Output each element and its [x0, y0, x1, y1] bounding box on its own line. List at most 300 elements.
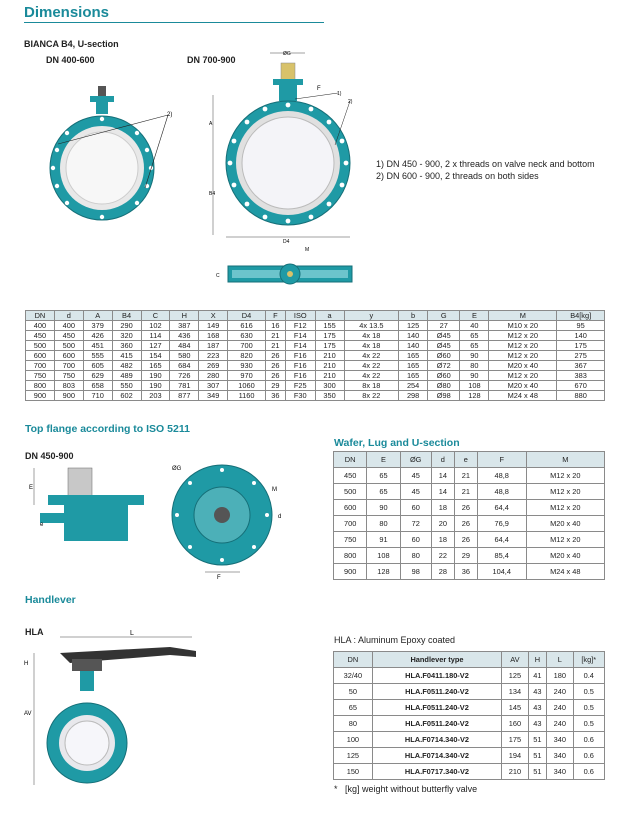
- column-header: B4[kg]: [557, 311, 605, 321]
- table-cell: 100: [334, 732, 373, 748]
- table-cell: 726: [170, 371, 199, 381]
- column-header: B4: [112, 311, 141, 321]
- svg-text:F: F: [317, 86, 321, 92]
- table-cell: 300: [315, 381, 344, 391]
- table-cell: 400: [54, 321, 83, 331]
- table-cell: 280: [199, 371, 228, 381]
- table-cell: 383: [557, 371, 605, 381]
- table-cell: 203: [141, 391, 170, 401]
- table-cell: F16: [285, 361, 315, 371]
- column-header: X: [199, 311, 228, 321]
- svg-text:M: M: [305, 247, 310, 253]
- flange-side-drawing: [28, 463, 148, 548]
- table-cell: F16: [285, 351, 315, 361]
- table-cell: 4x 22: [344, 351, 399, 361]
- table-cell: 290: [112, 321, 141, 331]
- table-cell: 125: [502, 668, 529, 684]
- footnote-text: [kg] weight without butterfly valve: [345, 784, 478, 794]
- column-header: ISO: [285, 311, 315, 321]
- table-row: [334, 564, 605, 580]
- table-cell: 180: [547, 668, 574, 684]
- table-cell: HLA.F0714.340-V2: [372, 732, 501, 748]
- table-cell: 194: [502, 748, 529, 764]
- table-cell: 0.6: [573, 732, 604, 748]
- table-cell: Ø80: [428, 381, 460, 391]
- note-1: 1) DN 450 - 900, 2 x threads on valve neck and bottom: [376, 159, 595, 169]
- valve-drawing-400-600: [40, 80, 180, 230]
- table-cell: 90: [367, 500, 400, 516]
- table-cell: 190: [141, 381, 170, 391]
- table-cell: 175: [315, 331, 344, 341]
- table-cell: 14: [431, 484, 454, 500]
- table-cell: 149: [199, 321, 228, 331]
- table-cell: Ø60: [428, 371, 460, 381]
- table-cell: 140: [399, 331, 428, 341]
- table-cell: 658: [83, 381, 112, 391]
- table-cell: 436: [170, 331, 199, 341]
- table-cell: 190: [141, 371, 170, 381]
- table-cell: 175: [502, 732, 529, 748]
- table-cell: 500: [334, 484, 367, 500]
- table-cell: 451: [83, 341, 112, 351]
- table-cell: F25: [285, 381, 315, 391]
- table-cell: 820: [228, 351, 266, 361]
- table-cell: 340: [547, 764, 574, 780]
- table-cell: 51: [528, 764, 546, 780]
- flange-range-label: DN 450-900: [25, 451, 74, 461]
- table-cell: 367: [557, 361, 605, 371]
- table-cell: 275: [557, 351, 605, 361]
- table-header-row: [334, 652, 605, 668]
- table-cell: 90: [460, 351, 489, 361]
- table-cell: 27: [428, 321, 460, 331]
- table-row: [334, 500, 605, 516]
- table-cell: 91: [367, 532, 400, 548]
- table-cell: 140: [399, 341, 428, 351]
- footnote-mark: *: [334, 784, 338, 794]
- table-cell: 64,4: [477, 500, 526, 516]
- column-header: M: [526, 452, 604, 468]
- column-header: L: [547, 652, 574, 668]
- table-cell: M12 x 20: [526, 484, 604, 500]
- table-cell: M20 x 40: [489, 361, 557, 371]
- table-cell: 165: [399, 351, 428, 361]
- svg-text:E: E: [29, 485, 34, 491]
- table-cell: 48,8: [477, 484, 526, 500]
- table-cell: 0.6: [573, 764, 604, 780]
- table-cell: 50: [334, 684, 373, 700]
- table-row: [334, 668, 605, 684]
- table-cell: 80: [400, 548, 431, 564]
- table-cell: 18: [431, 500, 454, 516]
- page-title: Dimensions: [24, 4, 110, 21]
- table-cell: 45: [400, 468, 431, 484]
- handlever-drawing: [20, 625, 210, 800]
- table-cell: Ø45: [428, 331, 460, 341]
- table-cell: M12 x 20: [489, 351, 557, 361]
- table-cell: 175: [315, 341, 344, 351]
- table-row: [334, 700, 605, 716]
- table-cell: 168: [199, 331, 228, 341]
- table-cell: 684: [170, 361, 199, 371]
- table-cell: 165: [141, 361, 170, 371]
- table-cell: 127: [141, 341, 170, 351]
- table-cell: 629: [83, 371, 112, 381]
- table-cell: HLA.F0511.240-V2: [372, 700, 501, 716]
- valve-drawing-700-900: [195, 45, 370, 245]
- table-cell: 80: [460, 361, 489, 371]
- table-cell: 108: [367, 548, 400, 564]
- table-cell: 21: [265, 331, 285, 341]
- table-header-row: [26, 311, 605, 321]
- table-cell: 76,9: [477, 516, 526, 532]
- range-label-a: DN 400-600: [46, 55, 95, 65]
- table-cell: 114: [141, 331, 170, 341]
- table-cell: HLA.F0714.340-V2: [372, 748, 501, 764]
- table-cell: 900: [334, 564, 367, 580]
- table-cell: 750: [334, 532, 367, 548]
- table-cell: 415: [112, 351, 141, 361]
- table-cell: 800: [334, 548, 367, 564]
- table-cell: 26: [265, 361, 285, 371]
- table-cell: M24 x 48: [489, 391, 557, 401]
- column-header: A: [83, 311, 112, 321]
- table-cell: Ø45: [428, 341, 460, 351]
- product-name: BIANCA B4, U-section: [24, 39, 119, 49]
- table-cell: 350: [315, 391, 344, 401]
- svg-text:1): 1): [337, 91, 342, 97]
- table-cell: 803: [54, 381, 83, 391]
- table-cell: M12 x 20: [526, 468, 604, 484]
- table-cell: M20 x 40: [489, 381, 557, 391]
- table-cell: 605: [83, 361, 112, 371]
- table-cell: 482: [112, 361, 141, 371]
- table-cell: 600: [334, 500, 367, 516]
- table-cell: 187: [199, 341, 228, 351]
- table-row: [334, 764, 605, 780]
- column-header: H: [170, 311, 199, 321]
- svg-text:L: L: [130, 630, 134, 637]
- table-row: [26, 371, 605, 381]
- table-cell: 154: [141, 351, 170, 361]
- table-cell: 8x 18: [344, 381, 399, 391]
- svg-text:F: F: [217, 575, 221, 580]
- table-row: [26, 321, 605, 331]
- column-header: M: [489, 311, 557, 321]
- table-cell: 550: [112, 381, 141, 391]
- table-cell: 65: [367, 468, 400, 484]
- table-cell: 128: [367, 564, 400, 580]
- table-cell: 700: [54, 361, 83, 371]
- column-header: C: [141, 311, 170, 321]
- table-cell: 134: [502, 684, 529, 700]
- table-cell: 0.5: [573, 700, 604, 716]
- dimensions-table: [25, 310, 605, 401]
- table-cell: F14: [285, 341, 315, 351]
- table-cell: 90: [460, 371, 489, 381]
- table-cell: 630: [228, 331, 266, 341]
- table-cell: 43: [528, 700, 546, 716]
- table-cell: 21: [265, 341, 285, 351]
- table-cell: 781: [170, 381, 199, 391]
- table-cell: 307: [199, 381, 228, 391]
- table-row: [334, 468, 605, 484]
- table-cell: M24 x 48: [526, 564, 604, 580]
- table-cell: 930: [228, 361, 266, 371]
- table-row: [26, 361, 605, 371]
- table-cell: 360: [112, 341, 141, 351]
- table-row: [26, 351, 605, 361]
- table-cell: 145: [502, 700, 529, 716]
- table-cell: 0.5: [573, 684, 604, 700]
- svg-text:AV: AV: [24, 711, 32, 717]
- table-row: [334, 484, 605, 500]
- table-cell: 210: [315, 361, 344, 371]
- table-cell: 165: [399, 361, 428, 371]
- flange-top-drawing: [160, 460, 300, 580]
- callout-2-label: 2): [167, 112, 173, 118]
- table-cell: 700: [228, 341, 266, 351]
- table-cell: 340: [547, 732, 574, 748]
- table-cell: M12 x 20: [489, 371, 557, 381]
- table-cell: 600: [26, 351, 55, 361]
- table-cell: 26: [454, 532, 477, 548]
- column-header: D4: [228, 311, 266, 321]
- table-cell: M12 x 20: [489, 331, 557, 341]
- table-cell: 14: [431, 468, 454, 484]
- table-cell: 349: [199, 391, 228, 401]
- table-cell: 500: [26, 341, 55, 351]
- column-header: DN: [334, 652, 373, 668]
- table-cell: 600: [54, 351, 83, 361]
- table-cell: 877: [170, 391, 199, 401]
- table-cell: HLA.F0717.340-V2: [372, 764, 501, 780]
- table-cell: Ø72: [428, 361, 460, 371]
- table-cell: HLA.F0411.180-V2: [372, 668, 501, 684]
- table-cell: 379: [83, 321, 112, 331]
- table-cell: 20: [431, 516, 454, 532]
- column-header: F: [265, 311, 285, 321]
- table-cell: 223: [199, 351, 228, 361]
- table-cell: 210: [502, 764, 529, 780]
- table-header-row: [334, 452, 605, 468]
- table-cell: 32/40: [334, 668, 373, 684]
- table-cell: 26: [265, 371, 285, 381]
- table-cell: 970: [228, 371, 266, 381]
- column-header: b: [399, 311, 428, 321]
- table-cell: 80: [367, 516, 400, 532]
- column-header: ØG: [400, 452, 431, 468]
- table-cell: 450: [54, 331, 83, 341]
- svg-text:H: H: [24, 661, 29, 667]
- table-cell: 26: [454, 516, 477, 532]
- table-cell: 22: [431, 548, 454, 564]
- svg-text:e: e: [40, 522, 44, 528]
- table-cell: 0.6: [573, 748, 604, 764]
- table-cell: 80: [334, 716, 373, 732]
- table-cell: 750: [26, 371, 55, 381]
- table-cell: 16: [265, 321, 285, 331]
- table-cell: 85,4: [477, 548, 526, 564]
- note-2: 2) DN 600 - 900, 2 threads on both sides: [376, 171, 539, 181]
- column-header: [kg]*: [573, 652, 604, 668]
- table-cell: 125: [334, 748, 373, 764]
- table-cell: F30: [285, 391, 315, 401]
- table-cell: 21: [454, 484, 477, 500]
- table-cell: 8x 22: [344, 391, 399, 401]
- table-cell: 4x 22: [344, 371, 399, 381]
- wafer-table: [333, 451, 605, 580]
- table-cell: 489: [112, 371, 141, 381]
- hla-caption: HLA : Aluminum Epoxy coated: [334, 635, 456, 645]
- table-row: [26, 381, 605, 391]
- table-cell: 240: [547, 716, 574, 732]
- table-cell: 710: [83, 391, 112, 401]
- table-cell: 175: [557, 341, 605, 351]
- table-cell: 108: [460, 381, 489, 391]
- svg-text:M: M: [272, 487, 277, 493]
- table-cell: 95: [557, 321, 605, 331]
- table-cell: 43: [528, 716, 546, 732]
- table-cell: 102: [141, 321, 170, 331]
- table-cell: 28: [431, 564, 454, 580]
- top-flange-title: Top flange according to ISO 5211: [25, 423, 190, 435]
- table-cell: 450: [334, 468, 367, 484]
- title-rule: [24, 22, 324, 23]
- handlever-title: Handlever: [25, 594, 76, 606]
- table-cell: Ø98: [428, 391, 460, 401]
- column-header: E: [460, 311, 489, 321]
- table-cell: 36: [454, 564, 477, 580]
- table-cell: 125: [399, 321, 428, 331]
- wafer-title: Wafer, Lug and U-section: [334, 437, 460, 449]
- table-cell: 700: [26, 361, 55, 371]
- column-header: F: [477, 452, 526, 468]
- table-cell: 65: [460, 331, 489, 341]
- table-cell: 140: [557, 331, 605, 341]
- table-row: [334, 684, 605, 700]
- table-cell: 580: [170, 351, 199, 361]
- table-cell: M12 x 20: [526, 532, 604, 548]
- column-header: G: [428, 311, 460, 321]
- column-header: e: [454, 452, 477, 468]
- footnote: [334, 783, 477, 795]
- table-cell: 880: [557, 391, 605, 401]
- table-cell: 4x 22: [344, 361, 399, 371]
- table-cell: 1160: [228, 391, 266, 401]
- table-cell: 51: [528, 748, 546, 764]
- table-cell: 500: [54, 341, 83, 351]
- range-label-b: DN 700-900: [187, 55, 236, 65]
- svg-text:d: d: [278, 514, 282, 520]
- column-header: AV: [502, 652, 529, 668]
- hla-label: HLA: [25, 627, 44, 637]
- column-header: a: [315, 311, 344, 321]
- svg-text:C: C: [216, 273, 220, 279]
- table-cell: 128: [460, 391, 489, 401]
- column-header: Handlever type: [372, 652, 501, 668]
- table-cell: 269: [199, 361, 228, 371]
- table-cell: 43: [528, 684, 546, 700]
- table-row: [334, 748, 605, 764]
- table-cell: 602: [112, 391, 141, 401]
- table-cell: 51: [528, 732, 546, 748]
- table-cell: 0.5: [573, 716, 604, 732]
- table-row: [26, 391, 605, 401]
- table-cell: 555: [83, 351, 112, 361]
- svg-text:A: A: [209, 121, 213, 127]
- table-row: [26, 341, 605, 351]
- table-cell: 165: [399, 371, 428, 381]
- table-cell: 155: [315, 321, 344, 331]
- table-cell: 320: [112, 331, 141, 341]
- table-row: [334, 716, 605, 732]
- table-cell: 18: [431, 532, 454, 548]
- table-cell: 29: [454, 548, 477, 564]
- table-cell: 670: [557, 381, 605, 391]
- table-cell: 4x 13.5: [344, 321, 399, 331]
- table-cell: 0.4: [573, 668, 604, 684]
- table-cell: F12: [285, 321, 315, 331]
- table-cell: 40: [460, 321, 489, 331]
- table-cell: 298: [399, 391, 428, 401]
- column-header: DN: [334, 452, 367, 468]
- svg-text:ØG: ØG: [172, 466, 182, 472]
- table-cell: 65: [367, 484, 400, 500]
- table-row: [334, 516, 605, 532]
- table-cell: 72: [400, 516, 431, 532]
- table-row: [334, 732, 605, 748]
- table-cell: 1060: [228, 381, 266, 391]
- table-cell: 700: [334, 516, 367, 532]
- table-cell: 240: [547, 684, 574, 700]
- table-cell: 484: [170, 341, 199, 351]
- table-cell: 4x 18: [344, 331, 399, 341]
- svg-text:D4: D4: [283, 239, 290, 245]
- table-cell: HLA.F0511.240-V2: [372, 716, 501, 732]
- table-cell: 400: [26, 321, 55, 331]
- table-cell: 254: [399, 381, 428, 391]
- table-row: [334, 532, 605, 548]
- table-cell: 21: [454, 468, 477, 484]
- column-header: d: [54, 311, 83, 321]
- table-cell: 900: [26, 391, 55, 401]
- table-cell: 104,4: [477, 564, 526, 580]
- table-cell: 800: [26, 381, 55, 391]
- table-cell: 150: [334, 764, 373, 780]
- table-cell: 240: [547, 700, 574, 716]
- table-cell: 387: [170, 321, 199, 331]
- table-cell: 60: [400, 500, 431, 516]
- svg-text:2): 2): [348, 99, 353, 105]
- table-cell: 750: [54, 371, 83, 381]
- table-cell: 340: [547, 748, 574, 764]
- table-cell: M12 x 20: [489, 341, 557, 351]
- svg-text:B4: B4: [209, 191, 216, 197]
- table-cell: 65: [460, 341, 489, 351]
- table-cell: 26: [265, 351, 285, 361]
- svg-text:ØG: ØG: [283, 51, 291, 57]
- table-cell: 4x 18: [344, 341, 399, 351]
- table-cell: 426: [83, 331, 112, 341]
- table-row: [26, 331, 605, 341]
- table-cell: 98: [400, 564, 431, 580]
- table-cell: 65: [334, 700, 373, 716]
- table-cell: 26: [454, 500, 477, 516]
- notes-block: [376, 158, 595, 182]
- table-row: [334, 548, 605, 564]
- column-header: DN: [26, 311, 55, 321]
